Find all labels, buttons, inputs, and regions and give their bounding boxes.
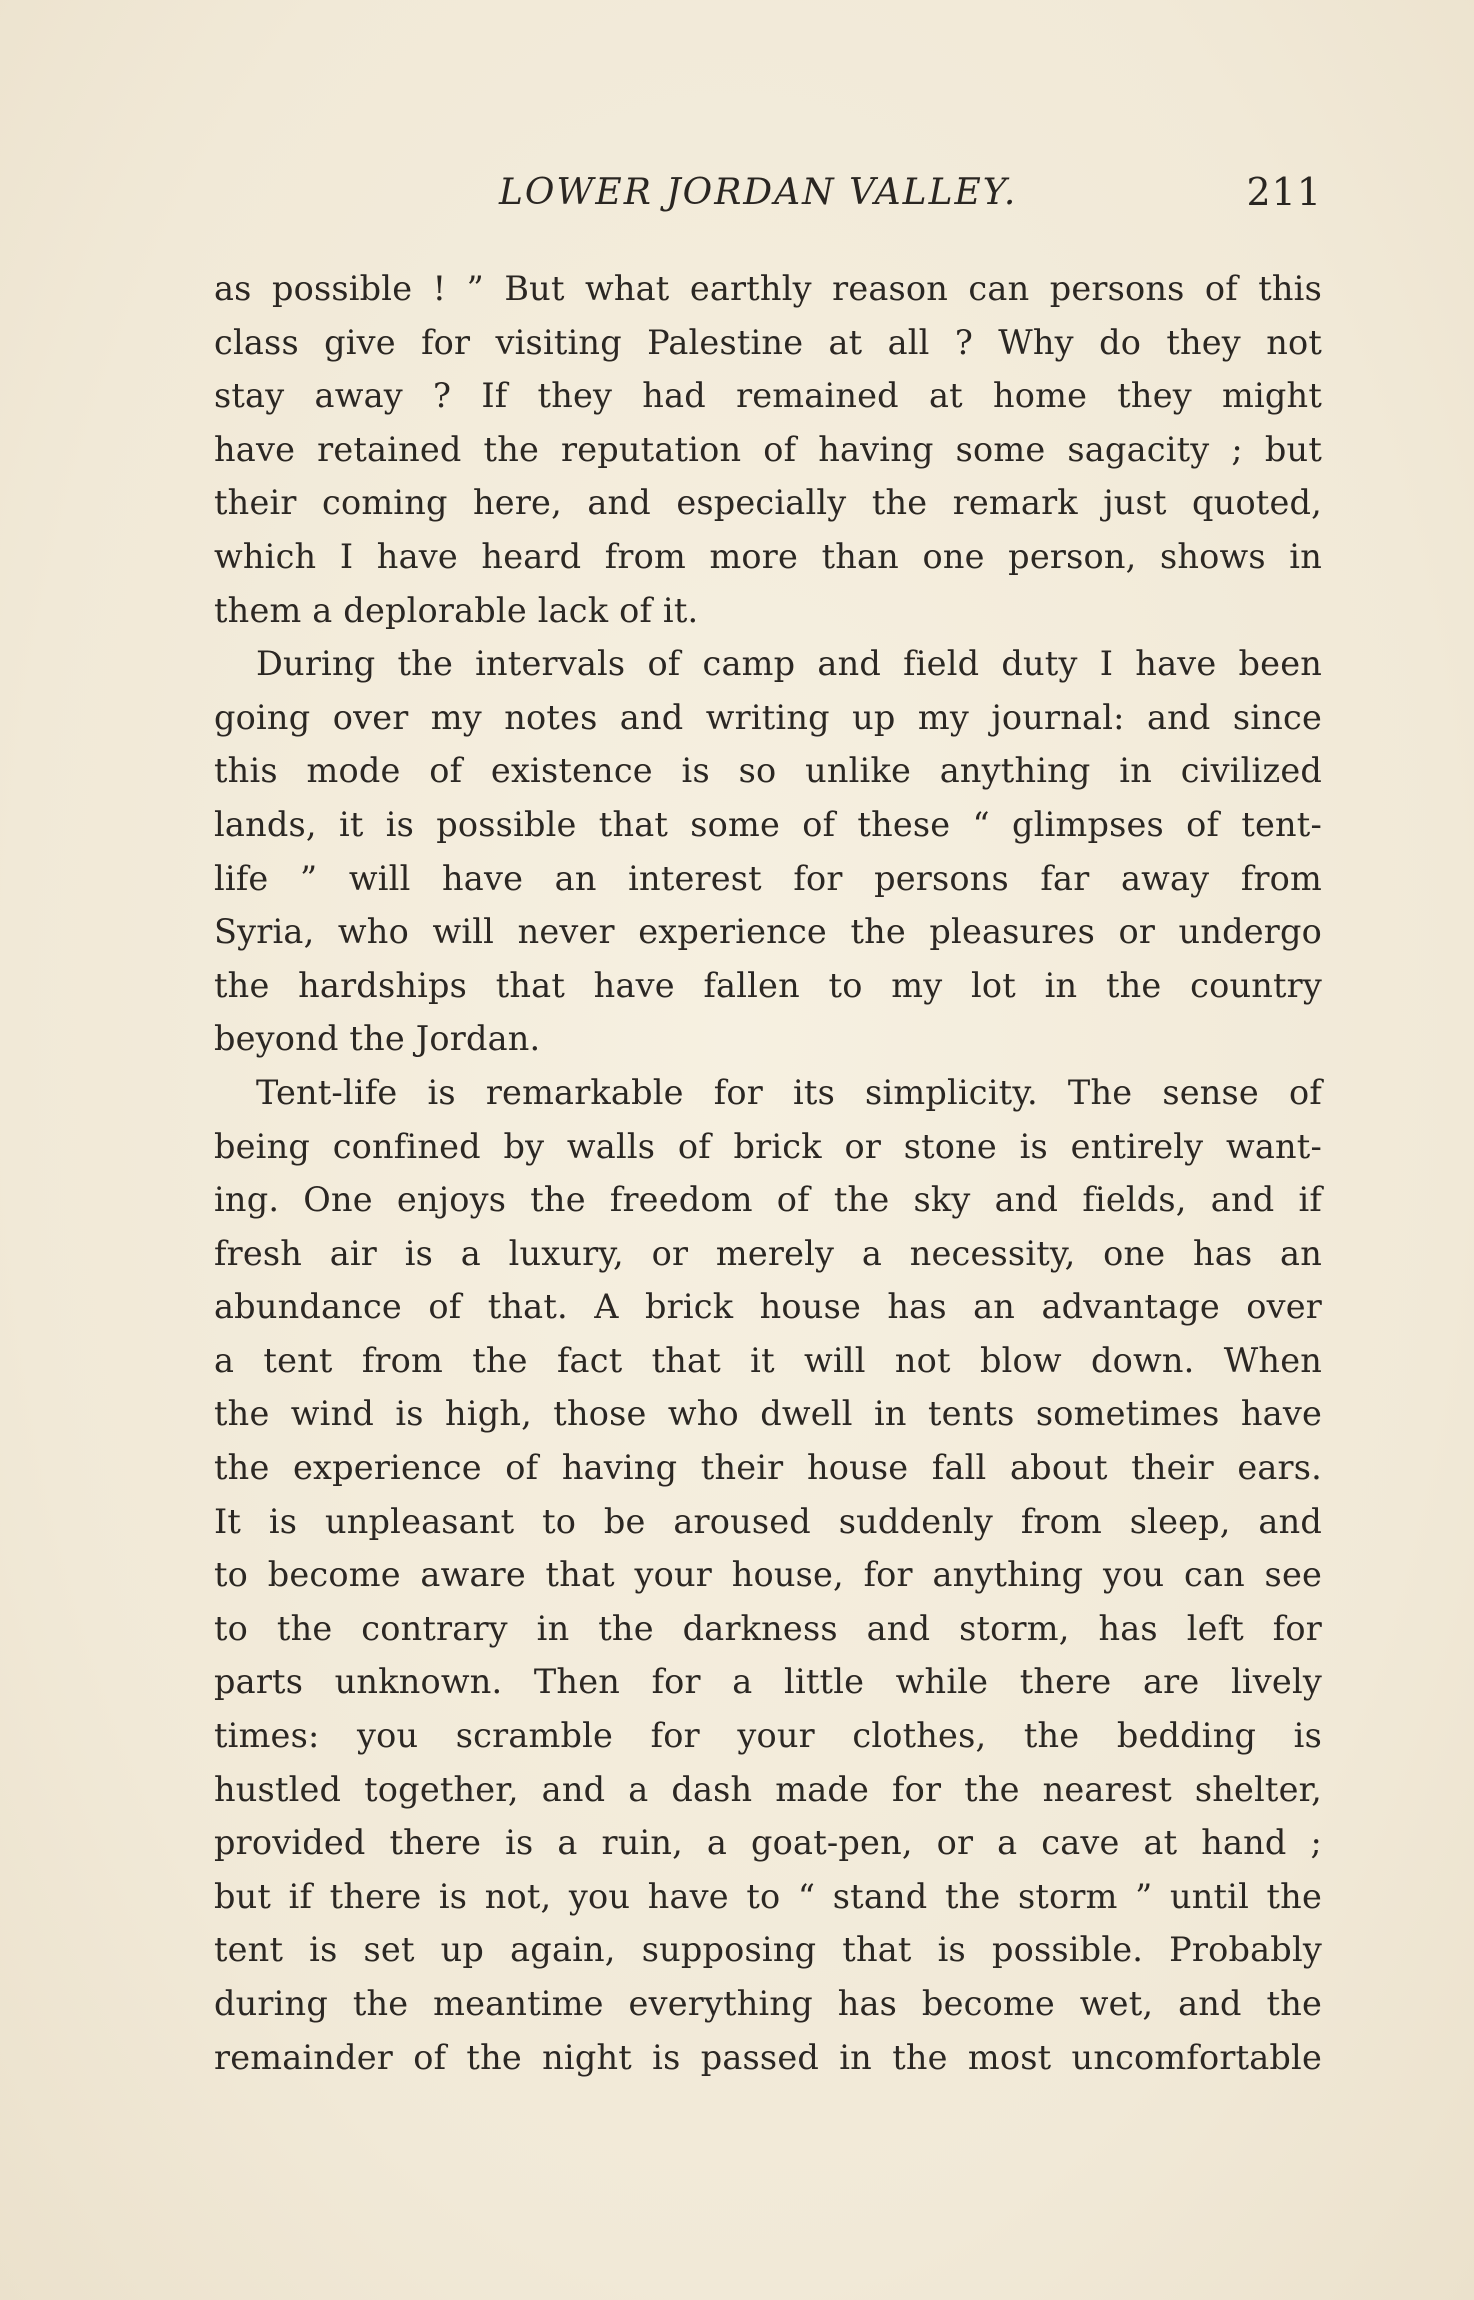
text-line: parts unknown. Then for a little while there are lively — [214, 1662, 1322, 1702]
text-line: to become aware that your house, for anything you can see — [214, 1555, 1322, 1595]
text-line: the hardships that have fallen to my lot in the country — [214, 965, 1322, 1005]
text-line: as possible ! ” But what earthly reason can persons of this — [214, 269, 1322, 308]
text-line: times: you scramble for your clothes, the bedding is — [214, 1716, 1322, 1756]
page-number: 211 — [1246, 170, 1322, 214]
text-line: class give for visiting Palestine at all ? Why do they not — [214, 322, 1322, 362]
text-line: abundance of that. A brick house has an advantage over — [214, 1287, 1322, 1327]
text-line: which I have heard from more than one person, shows in — [214, 536, 1322, 576]
text-line: the experience of having their house fall about their ears. — [214, 1448, 1322, 1488]
text-line: beyond the Jordan. — [214, 1019, 541, 1059]
text-line: being confined by walls of brick or stone is entirely want- — [214, 1126, 1322, 1166]
running-head: LOWER JORDAN VALLEY. — [499, 172, 1018, 213]
text-line: fresh air is a luxury, or merely a necessity, one has an — [214, 1233, 1322, 1273]
text-line: life ” will have an interest for persons far away from — [214, 858, 1322, 898]
text-line: going over my notes and writing up my journal: and since — [214, 697, 1322, 737]
page-header — [214, 170, 1322, 230]
body-text — [214, 262, 1322, 2084]
text-line: a tent from the fact that it will not blow down. When — [214, 1340, 1322, 1380]
text-line: Tent-life is remarkable for its simplicity. The sense of — [256, 1072, 1322, 1112]
text-line: have retained the reputation of having some sagacity ; but — [214, 429, 1322, 469]
text-line: stay away ? If they had remained at home they might — [214, 376, 1322, 416]
text-line: lands, it is possible that some of these “ glimpses of tent- — [214, 804, 1322, 844]
text-line: remainder of the night is passed in the most uncomfortable — [214, 2037, 1322, 2077]
text-line: to the contrary in the darkness and storm, has left for — [214, 1608, 1322, 1648]
text-line: Syria, who will never experience the pleasures or undergo — [214, 912, 1322, 952]
text-line: during the meantime everything has become wet, and the — [214, 1984, 1322, 2023]
text-line: ing. One enjoys the freedom of the sky and fields, and if — [214, 1180, 1322, 1220]
text-line: their coming here, and especially the remark just quoted, — [214, 483, 1322, 523]
text-line: the wind is high, those who dwell in tents sometimes have — [214, 1394, 1322, 1434]
text-line: this mode of existence is so unlike anything in civilized — [214, 751, 1322, 791]
text-line: but if there is not, you have to “ stand the storm ” until the — [214, 1876, 1322, 1916]
text-line: hustled together, and a dash made for the nearest shelter, — [214, 1769, 1322, 1809]
text-line: provided there is a ruin, a goat-pen, or a cave at hand ; — [214, 1823, 1322, 1863]
text-line: them a deplorable lack of it. — [214, 590, 699, 630]
text-line: tent is set up again, supposing that is possible. Probably — [214, 1930, 1322, 1970]
text-line: It is unpleasant to be aroused suddenly from sleep, and — [214, 1501, 1322, 1541]
text-line: During the intervals of camp and field duty I have been — [256, 644, 1322, 684]
